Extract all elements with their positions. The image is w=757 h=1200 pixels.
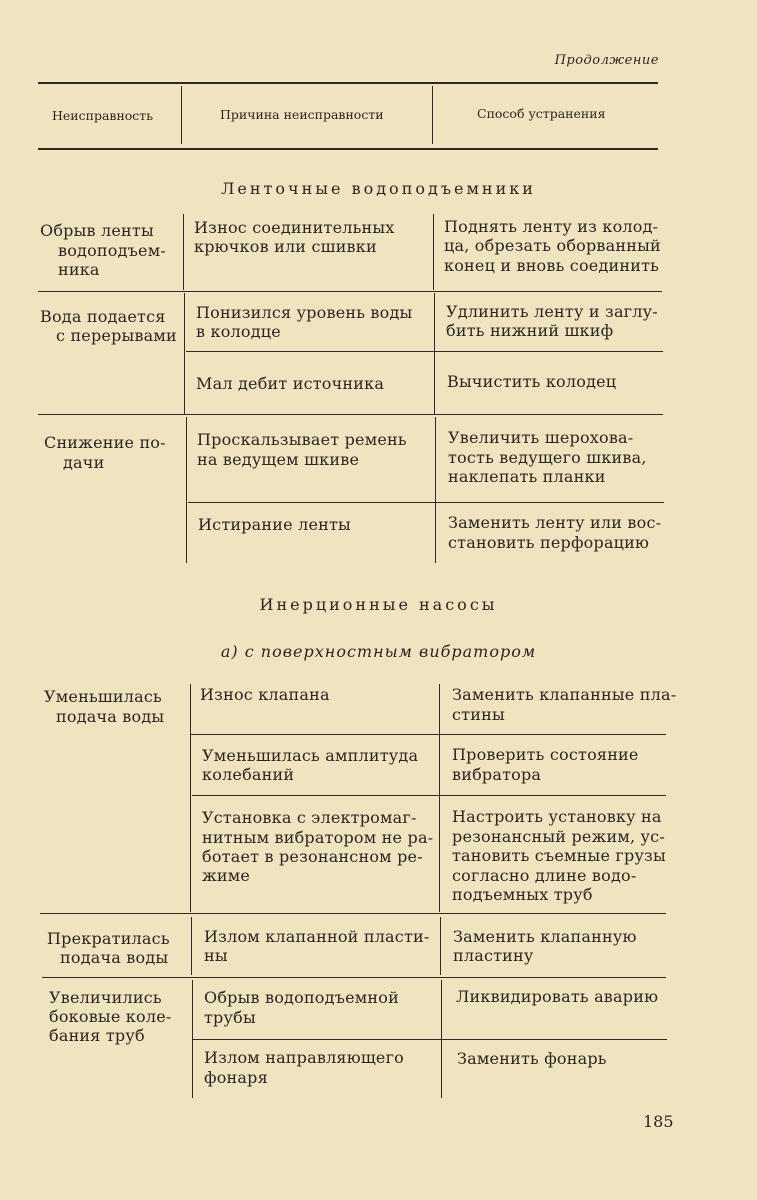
header-bottom-rule — [38, 148, 658, 150]
row1-bottom-rule — [38, 291, 662, 292]
row4-fault-line2: дачи — [63, 453, 105, 472]
s1-divider-2c — [435, 417, 436, 563]
header-divider-1 — [181, 86, 182, 144]
row3-cause-line1: Мал дебит источника — [196, 374, 385, 393]
row9-fault-line2: подача воды — [60, 948, 169, 967]
row4-cause-line2: на ведущем шкиве — [197, 450, 360, 469]
row9-cause-line2: ны — [204, 946, 228, 965]
row7-mid-rule — [192, 795, 666, 796]
s1-divider-1c — [186, 417, 187, 563]
s2-divider-2a — [439, 684, 440, 912]
row8-cause-line4: жиме — [202, 866, 251, 885]
row11-cause-line1: Излом направляющего — [204, 1048, 405, 1067]
row6-remedy-line1: Заменить клапанные пла- — [452, 685, 677, 704]
row8-bottom-rule — [40, 913, 666, 914]
header-remedy: Способ устранения — [477, 106, 606, 121]
row10-fault-line2: боковые коле- — [49, 1007, 172, 1026]
row8-cause-line2: нитным вибратором не ра- — [202, 828, 434, 847]
s2-divider-1a — [190, 684, 191, 912]
row1-cause-line2: крючков или сшивки — [194, 237, 377, 256]
page-number: 185 — [643, 1112, 674, 1131]
row9-cause-line1: Излом клапанной пласти- — [204, 927, 430, 946]
row8-remedy-line4: согласно длине водо- — [452, 866, 637, 885]
row4-remedy-line2: тость ведущего шкива, — [448, 448, 647, 467]
row2-remedy-line2: бить нижний шкиф — [446, 321, 614, 340]
row1-fault-line2: водоподъем- — [58, 241, 166, 260]
row1-remedy-line1: Поднять ленту из колод- — [444, 217, 659, 236]
s1-divider-2b — [434, 293, 435, 414]
row8-cause-line1: Установка с электромаг- — [202, 808, 417, 827]
row5-cause-line1: Истирание ленты — [198, 515, 351, 534]
row6-cause-line1: Износ клапана — [200, 685, 330, 704]
row10-cause-line1: Обрыв водоподъемной — [204, 988, 399, 1007]
row9-bottom-rule — [42, 977, 666, 978]
header-fault: Неисправность — [52, 108, 154, 123]
row2-cause-line2: в колодце — [196, 322, 281, 341]
row7-remedy-line1: Проверить состояние — [452, 745, 639, 764]
row11-cause-line2: фонаря — [204, 1068, 268, 1087]
row1-fault-line3: ника — [58, 260, 100, 279]
s2-divider-2b — [440, 917, 441, 975]
row3-remedy-line1: Вычистить колодец — [447, 372, 617, 391]
row6-remedy-line2: стины — [452, 705, 505, 724]
row4-remedy-line1: Увеличить шерохова- — [448, 428, 634, 447]
s1-divider-1a — [183, 214, 184, 290]
row3-bottom-rule — [38, 414, 663, 415]
row1-remedy-line3: конец и вновь соединить — [444, 256, 660, 275]
row1-cause-line1: Износ соединительных — [194, 218, 395, 237]
row9-fault-line1: Прекратилась — [47, 929, 170, 948]
section-title-inertial-pumps: Инерционные насосы — [259, 595, 498, 614]
row10-remedy-line1: Ликвидировать аварию — [456, 987, 659, 1006]
row10-fault-line1: Увеличились — [49, 988, 162, 1007]
row11-remedy-line1: Заменить фонарь — [457, 1049, 607, 1068]
row9-remedy-line2: пластину — [453, 946, 534, 965]
header-top-rule — [38, 82, 658, 84]
header-divider-2 — [432, 86, 433, 144]
row8-remedy-line1: Настроить установку на — [452, 807, 662, 826]
row10-mid-rule — [193, 1039, 667, 1040]
row10-cause-line2: трубы — [204, 1008, 256, 1027]
row6-mid-rule — [191, 734, 666, 735]
row1-fault-line1: Обрыв ленты — [40, 221, 154, 240]
row7-cause-line1: Уменьшилась амплитуда — [202, 746, 419, 765]
row1-remedy-line2: ца, обрезать оборванный — [444, 236, 661, 255]
row8-remedy-line2: резонансный режим, ус- — [452, 827, 665, 846]
row2-fault-line1: Вода подается — [40, 307, 166, 326]
row5-remedy-line2: становить перфорацию — [448, 533, 650, 552]
row8-remedy-line3: тановить съемные грузы — [452, 846, 666, 865]
row4-mid-rule — [188, 502, 664, 503]
row8-remedy-line5: подъемных труб — [452, 885, 593, 904]
row5-remedy-line1: Заменить ленту или вос- — [448, 513, 662, 532]
row2-cause-line1: Понизился уровень воды — [196, 303, 413, 322]
section-title-belt-lifts: Ленточные водоподъемники — [221, 179, 536, 198]
header-cause: Причина неисправности — [220, 107, 384, 122]
row4-remedy-line3: наклепать планки — [448, 467, 606, 486]
row4-cause-line1: Проскальзывает ремень — [197, 430, 407, 449]
row4-fault-line1: Снижение по- — [44, 433, 166, 452]
row9-remedy-line1: Заменить клапанную — [453, 927, 637, 946]
row6-fault-line2: подача воды — [56, 707, 165, 726]
row6-fault-line1: Уменьшилась — [44, 687, 162, 706]
row8-cause-line3: ботает в резонансном ре- — [202, 847, 423, 866]
s1-divider-2a — [433, 214, 434, 290]
continuation-label: Продолжение — [554, 53, 659, 68]
row7-remedy-line2: вибратора — [452, 765, 542, 784]
s2-divider-1b — [191, 917, 192, 975]
s1-divider-1b — [184, 293, 185, 414]
row7-cause-line2: колебаний — [202, 765, 295, 784]
row2-mid-rule — [186, 351, 663, 352]
row10-fault-line3: бания труб — [49, 1026, 145, 1045]
row2-fault-line2: с перерывами — [56, 326, 177, 345]
row2-remedy-line1: Удлинить ленту и заглу- — [446, 302, 658, 321]
section-subtitle-surface-vibrator: а) с поверхностным вибратором — [220, 642, 537, 661]
